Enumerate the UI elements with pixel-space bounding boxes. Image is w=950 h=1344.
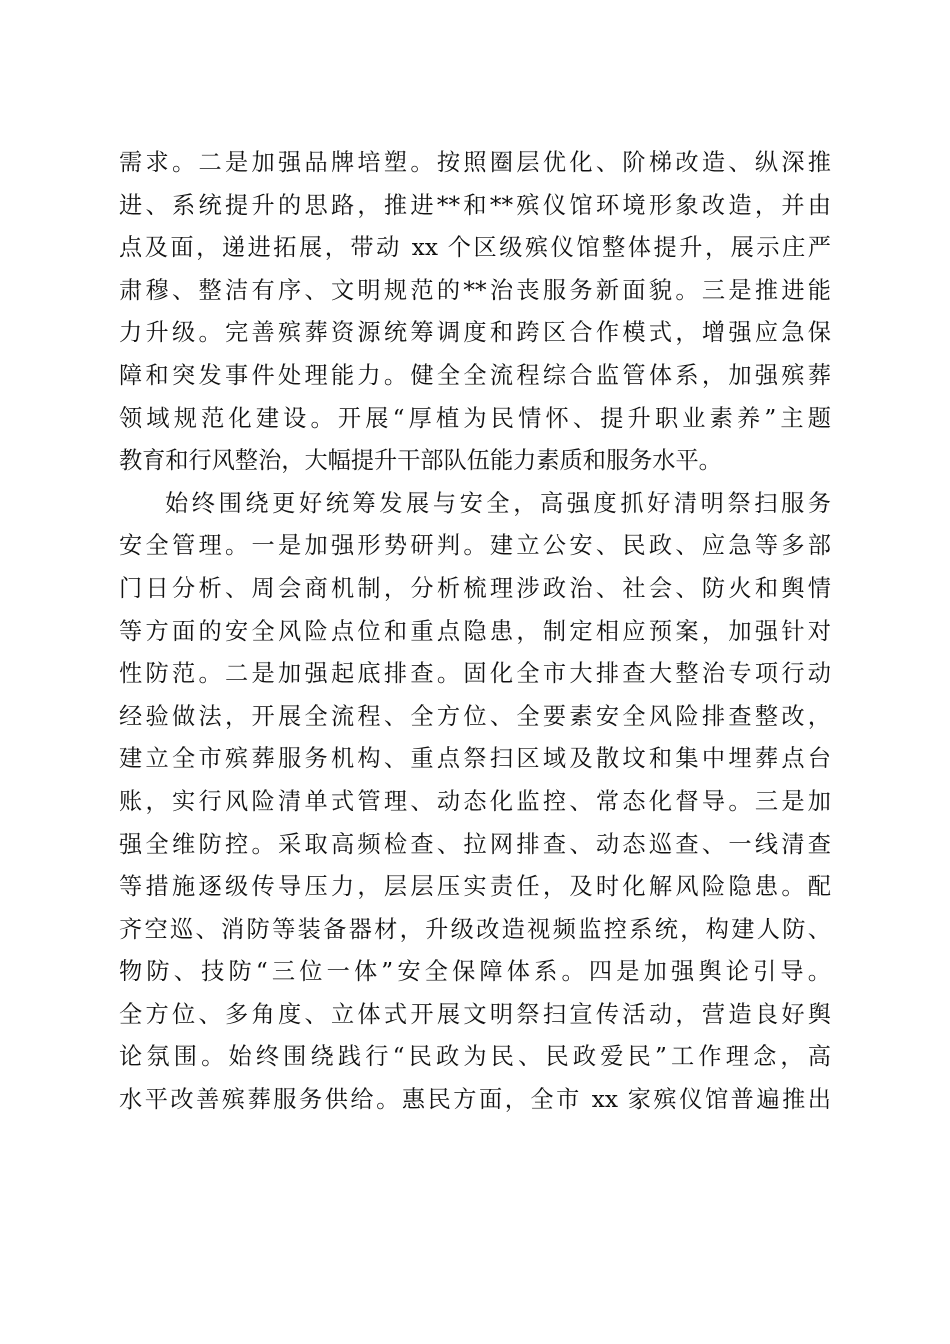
text-line: 需求。二是加强品牌培塑。按照圈层优化、阶梯改造、纵深推 — [119, 149, 831, 176]
text-line: 物防、技防“三位一体”安全保障体系。四是加强舆论引导。 — [119, 958, 831, 986]
text-line: 经验做法，开展全流程、全方位、全要素安全风险排查整改， — [119, 702, 831, 730]
text-line: 领域规范化建设。开展“厚植为民情怀、提升职业素养”主题 — [119, 404, 831, 432]
text-line: 性防范。二是加强起底排查。固化全市大排查大整治专项行动 — [119, 660, 831, 688]
text-line: 障和突发事件处理能力。健全全流程综合监管体系，加强殡葬 — [119, 361, 831, 389]
text-line: 安全管理。一是加强形势研判。建立公安、民政、应急等多部 — [119, 532, 831, 560]
text-line: 门日分析、周会商机制，分析梳理涉政治、社会、防火和舆情 — [119, 574, 831, 602]
text-line: 等措施逐级传导压力，层层压实责任，及时化解风险隐患。配 — [119, 873, 831, 901]
text-line: 账，实行风险清单式管理、动态化监控、常态化督导。三是加 — [119, 787, 831, 815]
paragraph-start-line: 始终围绕更好统筹发展与安全，高强度抓好清明祭扫服务 — [165, 489, 831, 517]
text-line: 论氛围。始终围绕践行“民政为民、民政爱民”工作理念，高 — [119, 1043, 831, 1071]
text-line: 水平改善殡葬服务供给。惠民方面，全市 xx 家殡仪馆普遍推出 — [119, 1086, 831, 1114]
text-line: 点及面，递进拓展，带动 xx 个区级殡仪馆整体提升，展示庄严 — [119, 234, 831, 262]
text-line: 强全维防控。采取高频检查、拉网排查、动态巡查、一线清查 — [119, 830, 831, 858]
text-line: 肃穆、整洁有序、文明规范的**治丧服务新面貌。三是推进能 — [119, 276, 831, 304]
text-line: 建立全市殡葬服务机构、重点祭扫区域及散坟和集中埋葬点台 — [119, 745, 831, 773]
text-line: 全方位、多角度、立体式开展文明祭扫宣传活动，营造良好舆 — [119, 1000, 831, 1028]
text-line: 等方面的安全风险点位和重点隐患，制定相应预案，加强针对 — [119, 617, 831, 645]
paragraph-end-line: 教育和行风整治，大幅提升干部队伍能力素质和服务水平。 — [119, 447, 722, 475]
document-body — [119, 142, 831, 1122]
text-line: 齐空巡、消防等装备器材，升级改造视频监控系统，构建人防、 — [119, 915, 831, 943]
text-line: 力升级。完善殡葬资源统筹调度和跨区合作模式，增强应急保 — [119, 319, 831, 347]
text-line: 进、系统提升的思路，推进**和**殡仪馆环境形象改造，并由 — [119, 191, 831, 219]
